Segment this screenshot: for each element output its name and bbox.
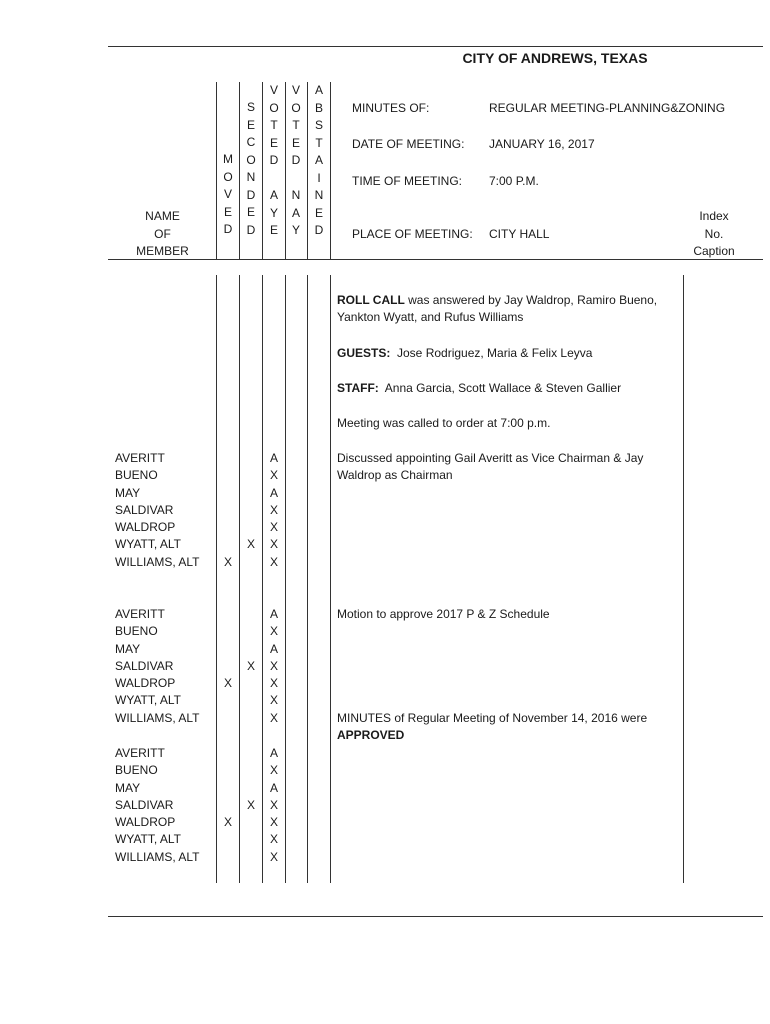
vote-mark bbox=[240, 692, 262, 709]
member-name: MAY bbox=[115, 641, 141, 656]
vote-mark bbox=[217, 502, 239, 519]
vote-mark: X bbox=[269, 676, 278, 691]
member-name: BUENO bbox=[115, 468, 158, 483]
abstained-letter: A bbox=[314, 153, 323, 167]
member-name: WYATT, ALT bbox=[115, 693, 182, 708]
abstained-letter: D bbox=[314, 223, 324, 237]
staff-label: STAFF: bbox=[337, 381, 379, 395]
voted_aye-letter: E bbox=[269, 223, 278, 237]
vote-mark: A bbox=[269, 607, 278, 621]
voted_aye-letter bbox=[263, 170, 285, 188]
time-value: 7:00 P.M. bbox=[489, 174, 539, 188]
vote-mark: X bbox=[269, 832, 278, 847]
date-label: DATE OF MEETING: bbox=[352, 137, 465, 151]
seconded-votes bbox=[240, 606, 262, 727]
place-label: PLACE OF MEETING: bbox=[352, 227, 473, 241]
vote-mark bbox=[240, 502, 262, 519]
voted_aye-letter: V bbox=[269, 83, 278, 97]
voted_nay-letter: N bbox=[291, 188, 301, 202]
called-to-order: Meeting was called to order at 7:00 p.m. bbox=[337, 416, 551, 430]
vote-mark: X bbox=[269, 468, 278, 483]
vote-mark: A bbox=[269, 780, 278, 795]
member-name: WALDROP bbox=[115, 676, 176, 691]
vote-mark bbox=[240, 780, 262, 797]
member-name: BUENO bbox=[115, 624, 158, 639]
abstained-letter: E bbox=[314, 205, 323, 220]
vote-mark: X bbox=[269, 815, 278, 830]
vote-mark: X bbox=[269, 849, 278, 864]
abstained-letter: A bbox=[314, 83, 323, 97]
aye-votes bbox=[263, 450, 285, 571]
top-rule bbox=[108, 46, 763, 47]
abstained-header bbox=[308, 82, 330, 240]
member-name: WYATT, ALT bbox=[115, 537, 182, 552]
abstained-letter: N bbox=[314, 188, 324, 202]
vote-mark bbox=[217, 641, 239, 658]
voted_aye-letter: O bbox=[269, 100, 279, 115]
moved-letter: M bbox=[223, 152, 233, 166]
name-of-member-header: NAME OF MEMBER bbox=[136, 209, 189, 258]
moved-votes bbox=[217, 745, 239, 866]
vote-mark: A bbox=[269, 451, 278, 465]
vote-mark bbox=[217, 606, 239, 623]
vote-mark: X bbox=[269, 502, 278, 517]
voted_nay-letter: O bbox=[291, 100, 301, 115]
vote-mark: X bbox=[269, 624, 278, 639]
moved-header bbox=[217, 151, 239, 239]
abstained-letter: B bbox=[314, 100, 323, 115]
approved-label: APPROVED bbox=[337, 728, 405, 742]
seconded-letter: S bbox=[246, 100, 255, 114]
aye-votes bbox=[263, 745, 285, 866]
staff-text: Anna Garcia, Scott Wallace & Steven Gallier bbox=[378, 381, 622, 395]
member-name: WILLIAMS, ALT bbox=[115, 849, 200, 864]
col-divider bbox=[330, 275, 331, 883]
seconded-header bbox=[240, 99, 262, 239]
vote-mark: X bbox=[269, 554, 278, 569]
vote-mark bbox=[217, 780, 239, 797]
moved-votes bbox=[217, 606, 239, 727]
voted_nay-letter bbox=[285, 170, 307, 188]
member-name: MAY bbox=[115, 485, 141, 500]
vote-mark bbox=[240, 519, 262, 536]
vote-mark bbox=[240, 606, 262, 623]
voted_nay-letter: V bbox=[291, 83, 300, 97]
member-name: SALDIVAR bbox=[115, 658, 174, 673]
moved-letter: O bbox=[223, 169, 233, 184]
vote-mark: X bbox=[246, 537, 255, 552]
voted_aye-letter: D bbox=[269, 153, 279, 167]
seconded-letter: D bbox=[246, 222, 256, 237]
moved-letter: E bbox=[223, 204, 232, 219]
member-name: BUENO bbox=[115, 763, 158, 778]
seconded-letter: O bbox=[246, 152, 256, 167]
member-name: SALDIVAR bbox=[115, 502, 174, 517]
vote-mark: X bbox=[246, 658, 255, 673]
vote-mark bbox=[240, 450, 262, 467]
abstained-letter: S bbox=[314, 118, 323, 132]
vote-mark bbox=[217, 831, 239, 848]
vote-mark: X bbox=[269, 537, 278, 552]
vote-mark: X bbox=[223, 554, 232, 569]
vote-mark bbox=[217, 485, 239, 502]
vote-mark: A bbox=[269, 641, 278, 656]
vote-mark bbox=[240, 710, 262, 727]
minutes-of-value: REGULAR MEETING-PLANNING&ZONING bbox=[489, 101, 726, 115]
item-minutes-approved bbox=[337, 710, 677, 744]
item-appoint-chairman: Discussed appointing Gail Averitt as Vice Chairman & Jay Waldrop as Chairman bbox=[337, 451, 644, 482]
vote-mark bbox=[240, 762, 262, 779]
voted_nay-letter: Y bbox=[291, 223, 300, 237]
vote-mark bbox=[217, 536, 239, 553]
voted_nay-letter: E bbox=[291, 135, 300, 150]
abstained-letter: T bbox=[315, 135, 323, 150]
col-divider bbox=[330, 82, 331, 259]
abstained-letter: I bbox=[317, 170, 321, 185]
moved-letter: V bbox=[223, 187, 232, 201]
voted_nay-letter: D bbox=[291, 153, 301, 167]
seconded-letter: C bbox=[246, 135, 256, 149]
vote-mark: A bbox=[269, 746, 278, 760]
guests-text: Jose Rodriguez, Maria & Felix Leyva bbox=[390, 346, 593, 360]
place-value: CITY HALL bbox=[489, 227, 550, 241]
index-caption-header: Index No. Caption bbox=[693, 209, 735, 258]
vote-mark bbox=[240, 554, 262, 571]
member-name: SALDIVAR bbox=[115, 797, 174, 812]
roll-call-text: was answered by Jay Waldrop, Ramiro Bueno, Yankton Wyatt, and Rufus Williams bbox=[337, 293, 658, 324]
voted-nay-header bbox=[285, 82, 307, 240]
member-name: WILLIAMS, ALT bbox=[115, 554, 200, 569]
vote-mark bbox=[240, 831, 262, 848]
member-name: AVERITT bbox=[115, 607, 165, 621]
page-title: CITY OF ANDREWS, TEXAS bbox=[462, 50, 648, 66]
vote-mark bbox=[217, 849, 239, 866]
vote-mark: X bbox=[269, 763, 278, 778]
vote-mark: X bbox=[269, 658, 278, 673]
guests bbox=[337, 345, 677, 362]
roll-call-label: ROLL CALL bbox=[337, 293, 405, 307]
moved-letter: D bbox=[223, 222, 233, 236]
member-name: WALDROP bbox=[115, 815, 176, 830]
item-approve-schedule: Motion to approve 2017 P & Z Schedule bbox=[337, 607, 550, 621]
moved-votes bbox=[217, 450, 239, 571]
minutes-of-label: MINUTES OF: bbox=[352, 101, 430, 115]
member-name: AVERITT bbox=[115, 451, 165, 465]
vote-mark bbox=[240, 745, 262, 762]
time-label: TIME OF MEETING: bbox=[352, 174, 462, 188]
col-divider bbox=[683, 275, 684, 883]
voted_aye-letter: E bbox=[269, 135, 278, 150]
vote-mark bbox=[217, 745, 239, 762]
aye-votes bbox=[263, 606, 285, 727]
seconded-votes bbox=[240, 450, 262, 571]
member-name: WILLIAMS, ALT bbox=[115, 710, 200, 725]
vote-mark bbox=[217, 519, 239, 536]
vote-mark: X bbox=[269, 693, 278, 708]
vote-mark bbox=[217, 623, 239, 640]
vote-mark bbox=[240, 675, 262, 692]
minutes-approved-text: MINUTES of Regular Meeting of November 14, 2016 were bbox=[337, 711, 648, 725]
vote-mark bbox=[240, 467, 262, 484]
staff bbox=[337, 380, 677, 397]
date-value: JANUARY 16, 2017 bbox=[489, 137, 595, 151]
member-name: AVERITT bbox=[115, 746, 165, 760]
vote-mark bbox=[240, 623, 262, 640]
vote-mark bbox=[217, 450, 239, 467]
vote-mark bbox=[217, 467, 239, 484]
member-name: WALDROP bbox=[115, 520, 176, 535]
vote-mark bbox=[217, 658, 239, 675]
member-names bbox=[115, 745, 199, 866]
vote-mark bbox=[217, 762, 239, 779]
voted_nay-letter: T bbox=[292, 118, 300, 132]
vote-mark: X bbox=[269, 710, 278, 725]
vote-mark bbox=[240, 849, 262, 866]
voted_nay-letter: A bbox=[291, 205, 300, 220]
seconded-letter: D bbox=[246, 187, 256, 202]
vote-mark: X bbox=[269, 797, 278, 812]
voted-aye-header bbox=[263, 82, 285, 240]
voted_aye-letter: T bbox=[270, 118, 278, 132]
vote-mark: X bbox=[269, 520, 278, 535]
vote-mark bbox=[217, 710, 239, 727]
member-names bbox=[115, 606, 199, 727]
seconded-letter: E bbox=[246, 117, 255, 132]
voted_aye-letter: Y bbox=[269, 205, 278, 220]
vote-mark bbox=[240, 641, 262, 658]
vote-mark bbox=[217, 797, 239, 814]
member-name: WYATT, ALT bbox=[115, 832, 182, 847]
vote-mark: X bbox=[223, 676, 232, 691]
vote-mark: A bbox=[269, 485, 278, 500]
guests-label: GUESTS: bbox=[337, 346, 391, 360]
vote-mark bbox=[240, 485, 262, 502]
bottom-rule bbox=[108, 916, 763, 917]
roll-call bbox=[337, 292, 677, 326]
voted_aye-letter: A bbox=[269, 188, 278, 202]
vote-mark: X bbox=[223, 815, 232, 830]
vote-mark bbox=[240, 814, 262, 831]
vote-mark: X bbox=[246, 797, 255, 812]
vote-mark bbox=[217, 692, 239, 709]
col-divider bbox=[285, 275, 286, 883]
member-names bbox=[115, 450, 199, 571]
seconded-letter: N bbox=[246, 170, 256, 184]
member-name: MAY bbox=[115, 780, 141, 795]
seconded-votes bbox=[240, 745, 262, 866]
seconded-letter: E bbox=[246, 205, 255, 219]
col-divider bbox=[307, 275, 308, 883]
